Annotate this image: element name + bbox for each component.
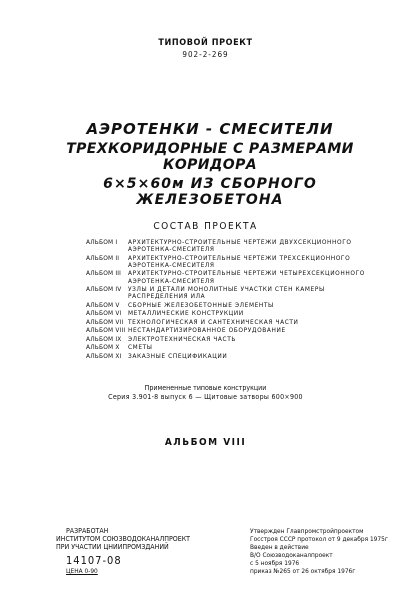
album-description: СМЕТЫ — [128, 343, 153, 352]
approval-line-2: Госстроя СССР протокол от 9 декабря 1975г — [250, 535, 388, 543]
album-description: ЭЛЕКТРОТЕХНИЧЕСКАЯ ЧАСТЬ — [128, 334, 237, 343]
current-album-label: АЛЬБОМ VIII — [164, 437, 247, 448]
album-row — [86, 239, 386, 253]
approval-line-6: приказ №265 от 26 октября 1976г — [250, 567, 356, 575]
album-description: НЕСТАНДАРТИЗИРОВАННОЕ ОБОРУДОВАНИЕ — [128, 326, 286, 335]
album-number: АЛЬБОМ IV — [86, 285, 122, 294]
album-description: АРХИТЕКТУРНО-СТРОИТЕЛЬНЫЕ ЧЕРТЕЖИ ДВУХСЕКЦИОННОГО АЭРОТЕНКА-СМЕСИТЕЛЯ — [128, 238, 352, 254]
album-row — [86, 344, 386, 351]
album-row — [86, 319, 386, 326]
album-number: АЛЬБОМ X — [86, 343, 120, 352]
album-number: АЛЬБОМ IX — [86, 334, 122, 343]
album-row — [86, 327, 386, 334]
album-number: АЛЬБОМ II — [86, 253, 120, 262]
approval-block — [250, 527, 400, 575]
album-row — [86, 255, 386, 269]
album-row — [86, 286, 386, 300]
album-row — [86, 353, 386, 360]
developer-line-1: РАЗРАБОТАН — [66, 527, 109, 535]
approval-line-1: Утвержден Главпромстройпроектом — [250, 527, 364, 535]
album-row — [86, 310, 386, 317]
document-code: 14107-08 — [66, 554, 122, 567]
album-number: АЛЬБОМ VI — [86, 309, 122, 318]
developer-block — [56, 527, 206, 575]
album-list — [86, 239, 386, 361]
album-row — [86, 270, 386, 284]
approval-line-3: Введен в действие — [250, 543, 309, 551]
title-line-2: ТРЕХКОРИДОРНЫЕ С РАЗМЕРАМИ КОРИДОРА — [66, 141, 354, 173]
project-header — [0, 38, 411, 59]
standard-constructions-series: Серия 3.901-8 выпуск 6 — Щитовые затворы 600×900 — [108, 393, 303, 401]
album-description: ТЕХНОЛОГИЧЕСКАЯ И САНТЕХНИЧЕСКАЯ ЧАСТИ — [128, 317, 299, 326]
standard-constructions — [0, 384, 411, 402]
project-number: 902-2-269 — [182, 50, 229, 59]
album-description: СБОРНЫЕ ЖЕЛЕЗОБЕТОННЫЕ ЭЛЕМЕНТЫ — [128, 300, 274, 309]
album-row — [86, 302, 386, 309]
album-number: АЛЬБОМ III — [86, 269, 122, 278]
album-description: АРХИТЕКТУРНО-СТРОИТЕЛЬНЫЕ ЧЕРТЕЖИ ЧЕТЫРЕХСЕКЦИОННОГО АЭРОТЕНКА-СМЕСИТЕЛЯ — [128, 269, 365, 285]
document-price: ЦЕНА 0-90 — [66, 567, 98, 575]
document-title — [60, 120, 360, 208]
section-title: СОСТАВ ПРОЕКТА — [153, 221, 258, 232]
album-description: МЕТАЛЛИЧЕСКИЕ КОНСТРУКЦИИ — [128, 309, 244, 318]
approval-line-5: с 5 ноября 1976 — [250, 559, 300, 567]
album-number: АЛЬБОМ XI — [86, 351, 122, 360]
title-line-3: 6×5×60м ИЗ СБОРНОГО ЖЕЛЕЗОБЕТОНА — [103, 176, 317, 208]
album-number: АЛЬБОМ I — [86, 238, 118, 246]
title-line-1: АЭРОТЕНКИ - СМЕСИТЕЛИ — [86, 120, 334, 138]
album-description: АРХИТЕКТУРНО-СТРОИТЕЛЬНЫЕ ЧЕРТЕЖИ ТРЕХСЕКЦИОННОГО АЭРОТЕНКА-СМЕСИТЕЛЯ — [128, 253, 351, 269]
project-type-label: ТИПОВОЙ ПРОЕКТ — [158, 38, 253, 48]
developer-line-3: ПРИ УЧАСТИИ ЦНИИПРОМЗДАНИЙ — [56, 543, 169, 551]
album-description: ЗАКАЗНЫЕ СПЕЦИФИКАЦИИ — [128, 351, 228, 360]
album-number: АЛЬБОМ V — [86, 300, 120, 309]
developer-line-2: ИНСТИТУТОМ СОЮЗВОДОКАНАЛПРОЕКТ — [56, 535, 191, 543]
album-number: АЛЬБОМ VIII — [86, 326, 126, 335]
approval-line-4: В/О Союзводоканалпроект — [250, 551, 333, 559]
standard-constructions-heading: Примененные типовые конструкции — [144, 384, 267, 392]
album-number: АЛЬБОМ VII — [86, 317, 124, 326]
album-description: УЗЛЫ И ДЕТАЛИ МОНОЛИТНЫЕ УЧАСТКИ СТЕН КАМЕРЫ РАСПРЕДЕЛЕНИЯ ИЛА — [128, 285, 325, 301]
album-row — [86, 336, 386, 343]
